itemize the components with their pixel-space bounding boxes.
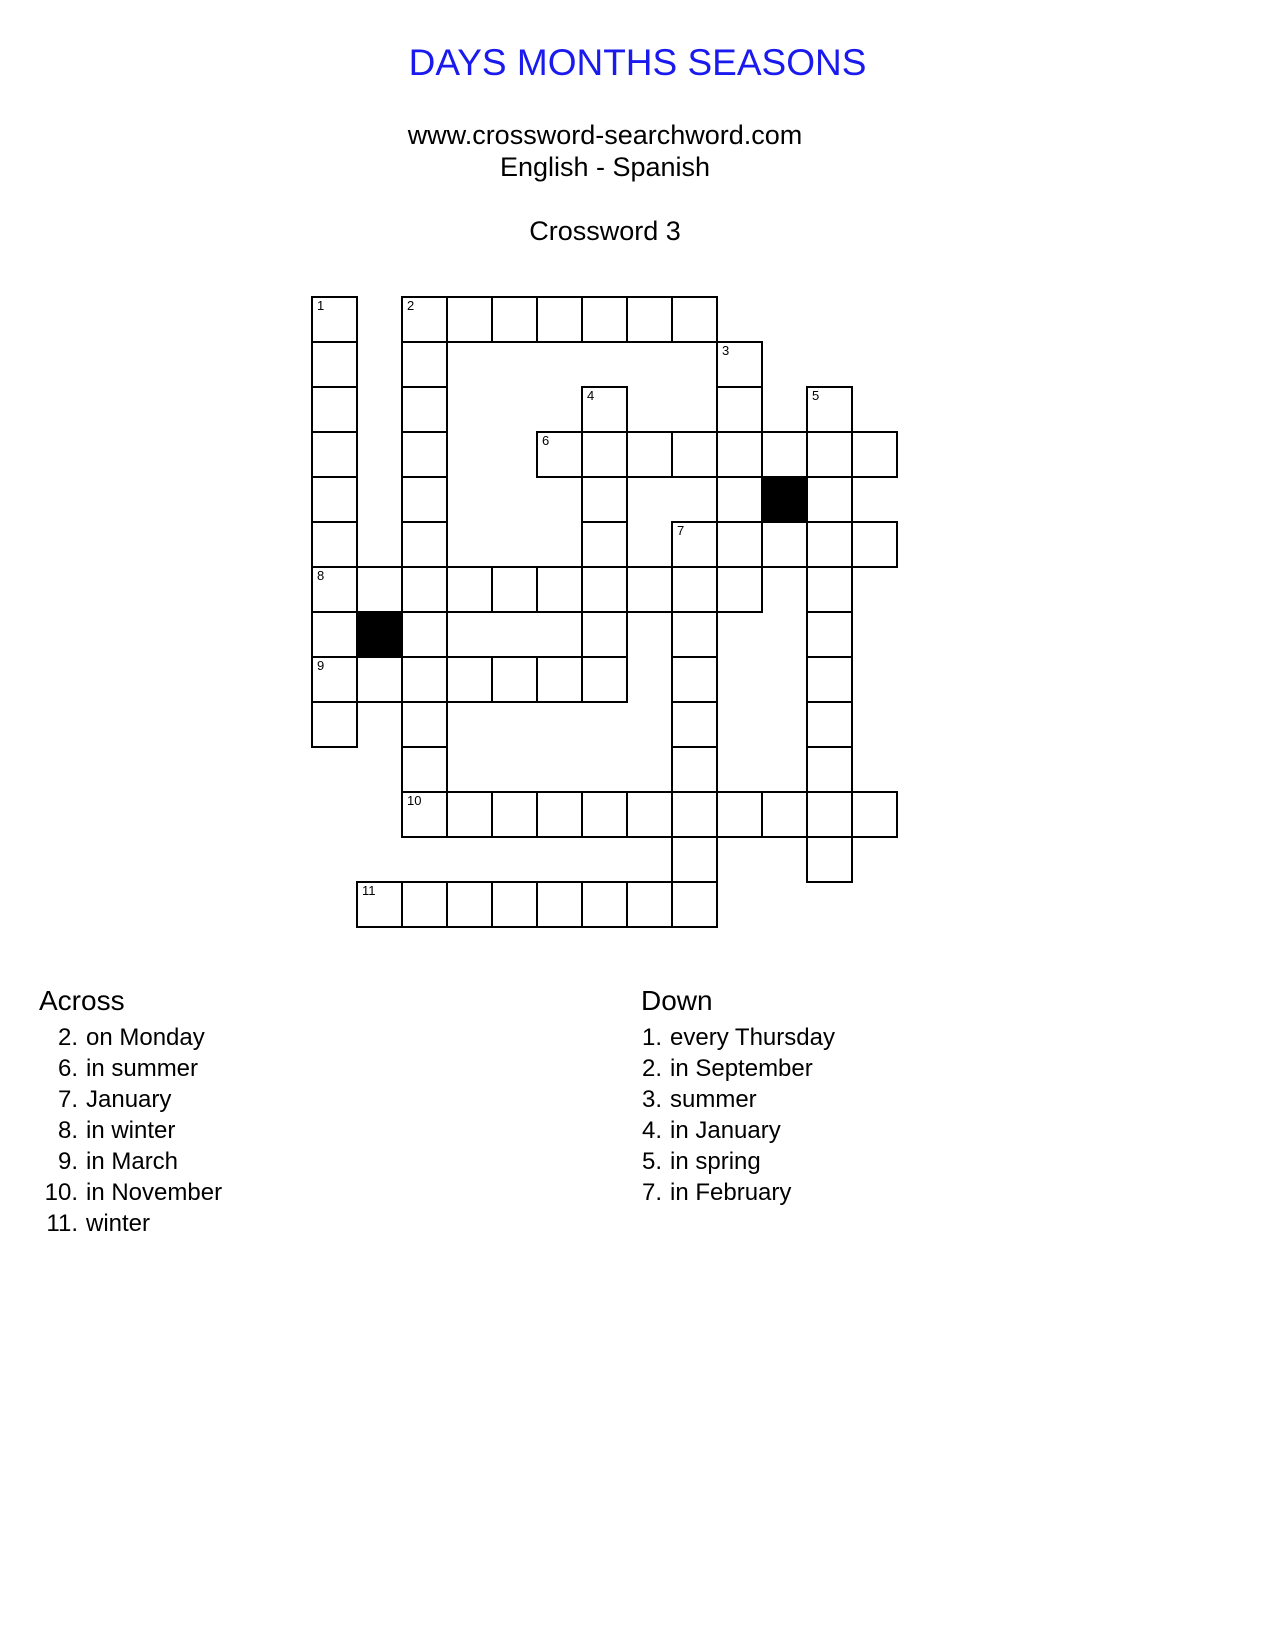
clue-number: 9. — [57, 1148, 78, 1175]
cell-number: 11 — [362, 883, 376, 898]
grid-cell[interactable] — [716, 566, 763, 613]
cell-number: 5 — [812, 388, 820, 403]
grid-cell[interactable] — [536, 431, 583, 478]
website-url: www.crossword-searchword.com — [407, 120, 803, 150]
grid-cell[interactable] — [581, 881, 628, 928]
grid-cell[interactable] — [806, 521, 853, 568]
clue-number: 5. — [641, 1148, 662, 1175]
grid-cell[interactable] — [401, 386, 448, 433]
grid-cell[interactable] — [716, 791, 763, 838]
grid-cell[interactable] — [806, 476, 853, 523]
grid-cell[interactable] — [671, 836, 718, 883]
clue-text: in September — [670, 1055, 813, 1082]
cell-number: 8 — [317, 568, 325, 583]
grid-cell[interactable] — [671, 296, 718, 343]
grid-cell[interactable] — [806, 701, 853, 748]
down-clue — [640, 1084, 835, 1115]
crossword-name: Crossword 3 — [529, 216, 681, 246]
grid-cell[interactable] — [806, 791, 853, 838]
cell-number: 1 — [317, 298, 325, 313]
grid-cell[interactable] — [401, 611, 448, 658]
grid-cell[interactable] — [446, 656, 493, 703]
cell-number: 10 — [407, 793, 422, 808]
black-cell — [356, 611, 403, 658]
language-pair: English - Spanish — [499, 152, 711, 182]
grid-cell[interactable] — [536, 881, 583, 928]
grid-cell[interactable] — [491, 791, 538, 838]
grid-cell[interactable] — [536, 791, 583, 838]
grid-cell[interactable] — [401, 476, 448, 523]
clue-number: 10. — [44, 1179, 78, 1206]
grid-cell[interactable] — [581, 656, 628, 703]
grid-cell[interactable] — [311, 341, 358, 388]
grid-cell[interactable] — [626, 431, 673, 478]
grid-cell[interactable] — [491, 566, 538, 613]
grid-cell[interactable] — [671, 656, 718, 703]
clue-text: in spring — [670, 1148, 761, 1175]
clue-text: in February — [670, 1179, 792, 1206]
clue-text: in winter — [86, 1117, 176, 1144]
grid-cell[interactable] — [491, 881, 538, 928]
clue-text: in November — [86, 1179, 223, 1206]
grid-cell[interactable] — [401, 791, 448, 838]
grid-cell[interactable] — [401, 566, 448, 613]
across-clue — [42, 1146, 222, 1177]
grid-cell[interactable] — [401, 656, 448, 703]
grid-cell[interactable] — [626, 296, 673, 343]
grid-cell[interactable] — [356, 566, 403, 613]
black-cell — [761, 476, 808, 523]
clue-text: January — [86, 1086, 172, 1113]
grid-cell[interactable] — [401, 746, 448, 793]
grid-cell[interactable] — [311, 386, 358, 433]
grid-cell[interactable] — [671, 611, 718, 658]
grid-cell[interactable] — [491, 656, 538, 703]
down-clue — [640, 1115, 835, 1146]
down-clue-list — [640, 1022, 835, 1208]
clue-number: 7. — [641, 1179, 662, 1206]
grid-cell[interactable] — [671, 521, 718, 568]
clue-number: 6. — [57, 1055, 78, 1082]
grid-cell[interactable] — [311, 431, 358, 478]
across-clue-list — [42, 1022, 222, 1239]
across-clue — [42, 1022, 222, 1053]
grid-cell[interactable] — [671, 791, 718, 838]
grid-cell[interactable] — [671, 701, 718, 748]
cell-number: 9 — [317, 658, 325, 673]
grid-cell[interactable] — [806, 431, 853, 478]
grid-cell[interactable] — [401, 431, 448, 478]
grid-cell[interactable] — [716, 521, 763, 568]
grid-cell[interactable] — [626, 791, 673, 838]
grid-cell[interactable] — [356, 881, 403, 928]
grid-cell[interactable] — [671, 431, 718, 478]
grid-cell[interactable] — [716, 341, 763, 388]
grid-cell[interactable] — [401, 881, 448, 928]
grid-cell[interactable] — [581, 791, 628, 838]
grid-cell[interactable] — [581, 476, 628, 523]
grid-cell[interactable] — [671, 746, 718, 793]
down-clue — [640, 1022, 835, 1053]
grid-cell[interactable] — [356, 656, 403, 703]
grid-cell[interactable] — [806, 386, 853, 433]
grid-cell[interactable] — [806, 656, 853, 703]
grid-cell[interactable] — [401, 296, 448, 343]
grid-cell[interactable] — [716, 431, 763, 478]
grid-cell[interactable] — [536, 656, 583, 703]
grid-cell[interactable] — [671, 566, 718, 613]
grid-cell[interactable] — [311, 476, 358, 523]
clue-text: every Thursday — [670, 1024, 835, 1051]
clue-text: on Monday — [86, 1024, 205, 1051]
grid-cell[interactable] — [581, 611, 628, 658]
grid-cell[interactable] — [761, 791, 808, 838]
grid-cell[interactable] — [491, 296, 538, 343]
down-clue — [640, 1177, 835, 1208]
clue-text: summer — [670, 1086, 757, 1113]
clue-number: 2. — [57, 1024, 78, 1051]
grid-cell[interactable] — [806, 746, 853, 793]
clue-number: 3. — [641, 1086, 662, 1113]
clue-number: 2. — [641, 1055, 662, 1082]
grid-cell[interactable] — [716, 386, 763, 433]
grid-cell[interactable] — [536, 296, 583, 343]
grid-cell[interactable] — [806, 566, 853, 613]
down-clue — [640, 1053, 835, 1084]
clue-number: 8. — [57, 1117, 78, 1144]
cell-number: 2 — [407, 298, 415, 313]
grid-cell[interactable] — [581, 431, 628, 478]
down-heading: Down — [641, 985, 713, 1016]
grid-cell[interactable] — [581, 521, 628, 568]
grid-cell[interactable] — [761, 431, 808, 478]
clue-number: 11. — [46, 1210, 78, 1237]
grid-cell[interactable] — [806, 611, 853, 658]
across-clue — [42, 1053, 222, 1084]
grid-cell[interactable] — [311, 521, 358, 568]
across-clue — [42, 1177, 222, 1208]
grid-cell[interactable] — [581, 386, 628, 433]
cell-number: 6 — [542, 433, 550, 448]
cell-number: 4 — [587, 388, 595, 403]
grid-cell[interactable] — [311, 701, 358, 748]
grid-cell[interactable] — [716, 476, 763, 523]
clue-text: in January — [670, 1117, 781, 1144]
grid-cell[interactable] — [536, 566, 583, 613]
grid-cell[interactable] — [311, 566, 358, 613]
grid-cell[interactable] — [761, 521, 808, 568]
grid-cell[interactable] — [581, 296, 628, 343]
grid-cell[interactable] — [851, 431, 898, 478]
grid-cell[interactable] — [851, 521, 898, 568]
grid-cell[interactable] — [446, 296, 493, 343]
grid-cell[interactable] — [311, 296, 358, 343]
grid-cell[interactable] — [311, 611, 358, 658]
grid-cell[interactable] — [626, 566, 673, 613]
grid-cell[interactable] — [626, 881, 673, 928]
across-clue — [42, 1208, 222, 1239]
clue-number: 7. — [57, 1086, 78, 1113]
grid-cell[interactable] — [446, 791, 493, 838]
cell-number: 7 — [677, 523, 685, 538]
clue-text: winter — [86, 1210, 151, 1237]
down-clue — [640, 1146, 835, 1177]
grid-cell[interactable] — [446, 881, 493, 928]
grid-cell[interactable] — [671, 881, 718, 928]
across-clue — [42, 1115, 222, 1146]
grid-cell[interactable] — [806, 836, 853, 883]
grid-cell[interactable] — [581, 566, 628, 613]
across-clue — [42, 1084, 222, 1115]
grid-cell[interactable] — [311, 656, 358, 703]
clue-text: in March — [86, 1148, 179, 1175]
clue-number: 1. — [641, 1024, 662, 1051]
grid-cell[interactable] — [446, 566, 493, 613]
grid-cell[interactable] — [851, 791, 898, 838]
clue-number: 4. — [641, 1117, 662, 1144]
page-title: DAYS MONTHS SEASONS — [408, 42, 867, 83]
cell-number: 3 — [722, 343, 730, 358]
grid-cell[interactable] — [401, 701, 448, 748]
grid-cell[interactable] — [401, 341, 448, 388]
clue-text: in summer — [86, 1055, 199, 1082]
across-heading: Across — [39, 985, 125, 1016]
grid-cell[interactable] — [401, 521, 448, 568]
